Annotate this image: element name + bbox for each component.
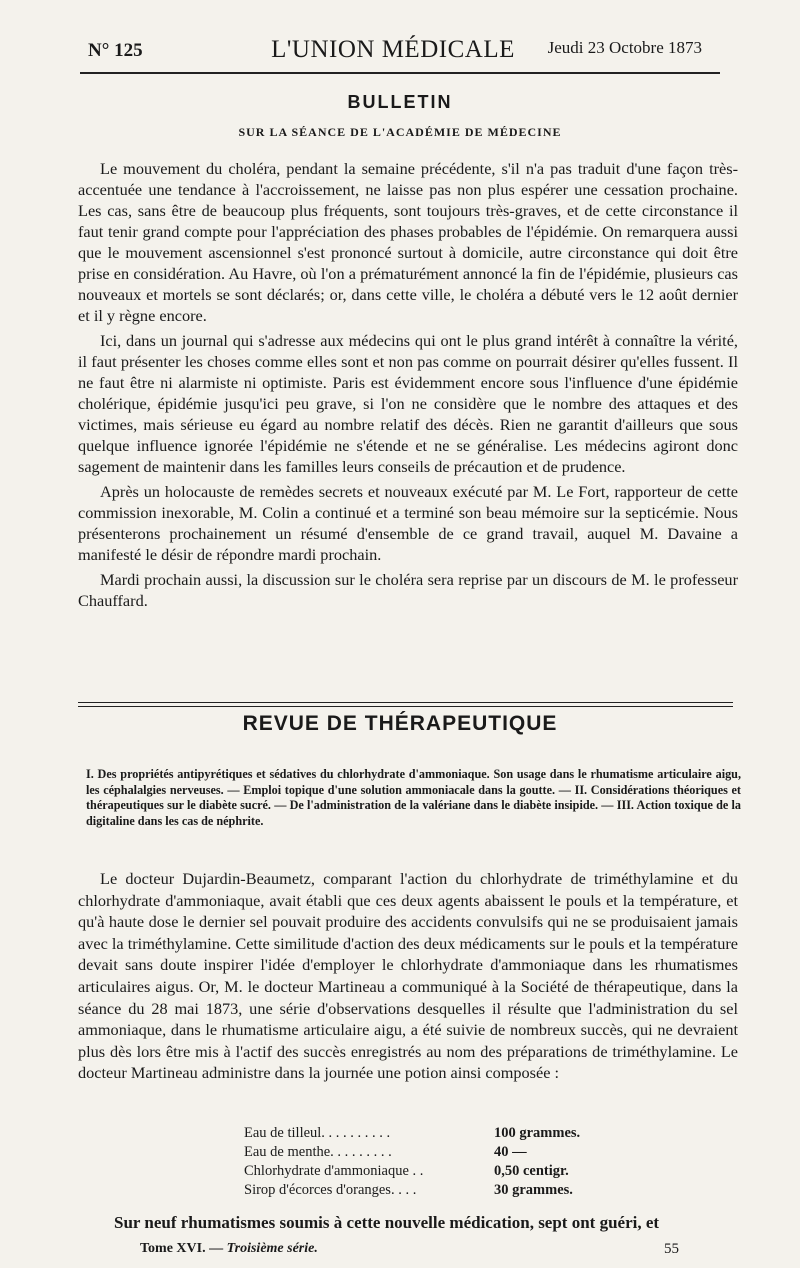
issue-date: Jeudi 23 Octobre 1873 [547,38,702,57]
footer-tome: Tome XVI. — [140,1241,224,1256]
revue-body [78,868,738,1084]
ingredient-quantity: 30 grammes. [494,1182,573,1198]
section-divider [78,702,733,707]
page-header [78,34,708,68]
journal-title: L'UNION MÉDICALE [271,36,515,63]
ingredient-quantity: 40 — [494,1144,527,1160]
ingredient-name: Eau de menthe. . . . . . . . . [244,1144,392,1160]
ingredient-name: Eau de tilleul. . . . . . . . . . [244,1125,391,1141]
revue-summary: I. Des propriétés antipyrétiques et sédatives du chlorhydrate d'ammoniaque. Son usage dans le rhumatisme articulaire aigu, les céphalalgies nerveuses. — Emploi topique d'une solution ammoniacale dans la goutte. — II. Considérations théoriques et thérapeutiques sur le diabète sucré. — De l'administration de la valériane dans le diabète insipide. — III. Action toxique de la digitaline dans les cas de néphrite. [86,767,741,828]
recipe-row [244,1124,624,1143]
recipe-row [244,1162,624,1181]
bulletin-subtitle: SUR LA SÉANCE DE L'ACADÉMIE DE MÉDECINE [238,125,562,139]
ingredient-name: Sirop d'écorces d'oranges. . . . [244,1182,417,1198]
ingredient-quantity: 0,50 centigr. [494,1163,569,1179]
page-number: 55 [664,1241,679,1257]
bulletin-title: BULLETIN [347,92,453,112]
bulletin-paragraph: Mardi prochain aussi, la discussion sur le choléra sera reprise par un discours de M. le professeur Chauffard. [78,570,738,610]
recipe-row [244,1143,624,1162]
footer-serie: Troisième série. [226,1241,318,1256]
continuation-line: Sur neuf rhumatismes soumis à cette nouvelle médication, sept ont guéri, et [114,1213,660,1232]
bulletin-paragraph: Ici, dans un journal qui s'adresse aux médecins qui ont le plus grand intérêt à connaître la vérité, il faut présenter les choses comme elles sont et non pas comme on pourrait désirer qu'elles fussent. Il ne faut être ni alarmiste ni optimiste. Paris est évidemment encore sous l'influence d'une épidémie cholérique, épidémie jusqu'ici peu grave, si l'on ne considère que le nombre des attaques et des victimes, mais sérieuse eu égard au nombre relatif des décès. Rien ne garantit d'ailleurs que sous quelque influence ignorée l'épidémie ne s'étende et ne se généralise. Les médecins agiront donc sagement de maintenir dans les familles leurs conseils de précaution et de prudence. [78,331,738,476]
footer-volume [140,1241,318,1257]
bulletin-body [78,158,738,611]
issue-number: N° 125 [88,40,143,61]
recipe-table [244,1124,624,1200]
bulletin-paragraph: Le mouvement du choléra, pendant la semaine précédente, s'il n'a pas traduit d'une façon très-accentuée une tendance à l'accroissement, ne laisse pas non plus espérer une cessation prochaine. Les cas, sans être de beaucoup plus fréquents, sont toujours très-graves, et de cette circonstance il faut tenir grand compte pour l'appréciation des phases probables de l'épidémie. On remarquera aussi que le mouvement ascensionnel s'est prononcé surtout à domicile, autre circonstance qui doit être prise en considération. Au Havre, où l'on a prématurément annoncé la fin de l'épidémie, plusieurs cas nouveaux et mortels se sont déclarés; or, dans cette ville, le choléra a débuté vers le 12 août dernier et il y règne encore. [78,159,738,325]
header-rule [80,72,720,74]
ingredient-quantity: 100 grammes. [494,1125,581,1141]
revue-title: REVUE DE THÉRAPEUTIQUE [242,712,558,735]
bulletin-paragraph: Après un holocauste de remèdes secrets et nouveaux exécuté par M. Le Fort, rapporteur de cette commission inexorable, M. Colin a continué et a terminé son beau mémoire sur la septicémie. Nous présenterons prochainement un résumé d'ensemble de ce grand travail, auquel M. Davaine a manifesté le désir de répondre mardi prochain. [78,482,738,564]
recipe-row [244,1181,624,1200]
ingredient-name: Chlorhydrate d'ammoniaque . . [244,1163,424,1179]
revue-paragraph: Le docteur Dujardin-Beaumetz, comparant l'action du chlorhydrate de triméthylamine et du chlorhydrate d'ammoniaque, avait établi que ces deux agents abaissent le pouls et la température, et qu'à haute dose le dernier sel pouvait produire des accidents convulsifs qui ne se produisaient jamais avec la triméthylamine. Cette similitude d'action des deux médicaments sur le pouls et la température devait sans doute inspirer l'idée d'employer le chlorhydrate d'ammoniaque dans les rhumatismes articulaires aigus. Or, M. le docteur Martineau a communiqué à la Société de thérapeutique, dans la séance du 28 mai 1873, une série d'observations desquelles il résulte que l'administration du sel ammoniaque, dans le rhumatisme articulaire aigu, a été suivie de nombreux succès, qui ne devraient plus dès lors être mis à l'actif des succès enregistrés au nom des préparations de triméthylamine. Le docteur Martineau administre dans la journée une potion ainsi composée : [78,869,738,1083]
